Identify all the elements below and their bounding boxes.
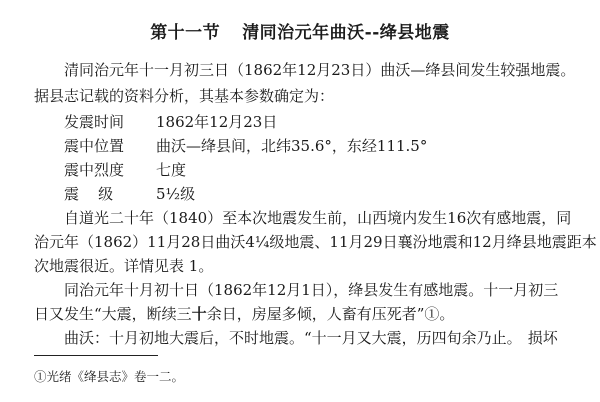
- param-epicenter: [64, 136, 427, 156]
- paragraph1-line1: 清同治元年十一月初三日（1862年12月23日）曲沃—绛县间发生较强地震。: [64, 61, 576, 79]
- footnote: ①光绪《绛县志》卷一二。: [34, 369, 185, 384]
- param-intensity-label: 震中烈度: [64, 161, 125, 179]
- paragraph2-line1: 自道光二十年（1840）至本次地震发生前，山西境内发生16次有感地震，同: [64, 209, 572, 227]
- section-title: [0, 18, 600, 43]
- paragraph4-line1-a: 曲沃：: [64, 329, 110, 347]
- param-epicenter-value: 曲沃—绛县间，北纬35.6°，东经111.5°: [156, 137, 428, 155]
- param-intensity: [64, 160, 186, 180]
- param-time-value: 1862年12月23日: [156, 113, 278, 131]
- param-time: [64, 112, 277, 132]
- paragraph4-line1: [64, 328, 558, 348]
- paragraph2-line3: 次地震很近。详情见表 1。: [34, 257, 214, 275]
- param-magnitude-label: 震 级: [64, 185, 114, 203]
- section-number: 第十一节: [150, 23, 221, 43]
- paragraph3-line2-a: 日又发生“大震，断续三: [34, 305, 192, 323]
- paragraph3-line2: [34, 304, 454, 324]
- paragraph3-line2-b: 十: [191, 305, 207, 323]
- param-time-label: 发震时间: [64, 113, 125, 131]
- paragraph3-line1: 同治元年十月初十日（1862年12月1日），绛县发生有感地震。十一月初三: [64, 281, 559, 299]
- paragraph2-line2: 治元年（1862）11月28日曲沃4¼级地震、11月29日襄汾地震和12月绛县地震距本: [34, 233, 597, 251]
- section-name: 清同治元年曲沃--绛县地震: [242, 23, 450, 43]
- paragraph4-line1-b: 十月初地大震后，不时地震。“十一月又大震，历四旬余乃止。: [109, 329, 522, 347]
- param-magnitude: [64, 184, 195, 204]
- paragraph3-line2-c: 余日，房屋多倾，人畜有压死者”①。: [206, 305, 455, 323]
- param-epicenter-label: 震中位置: [64, 137, 125, 155]
- paragraph1-line2: 据县志记载的资料分析，其基本参数确定为：: [34, 87, 335, 105]
- param-intensity-value: 七度: [156, 161, 187, 179]
- paragraph4-line1-c: 损坏: [527, 329, 558, 347]
- param-magnitude-value: 5½级: [156, 185, 196, 203]
- footnote-divider: [34, 355, 158, 356]
